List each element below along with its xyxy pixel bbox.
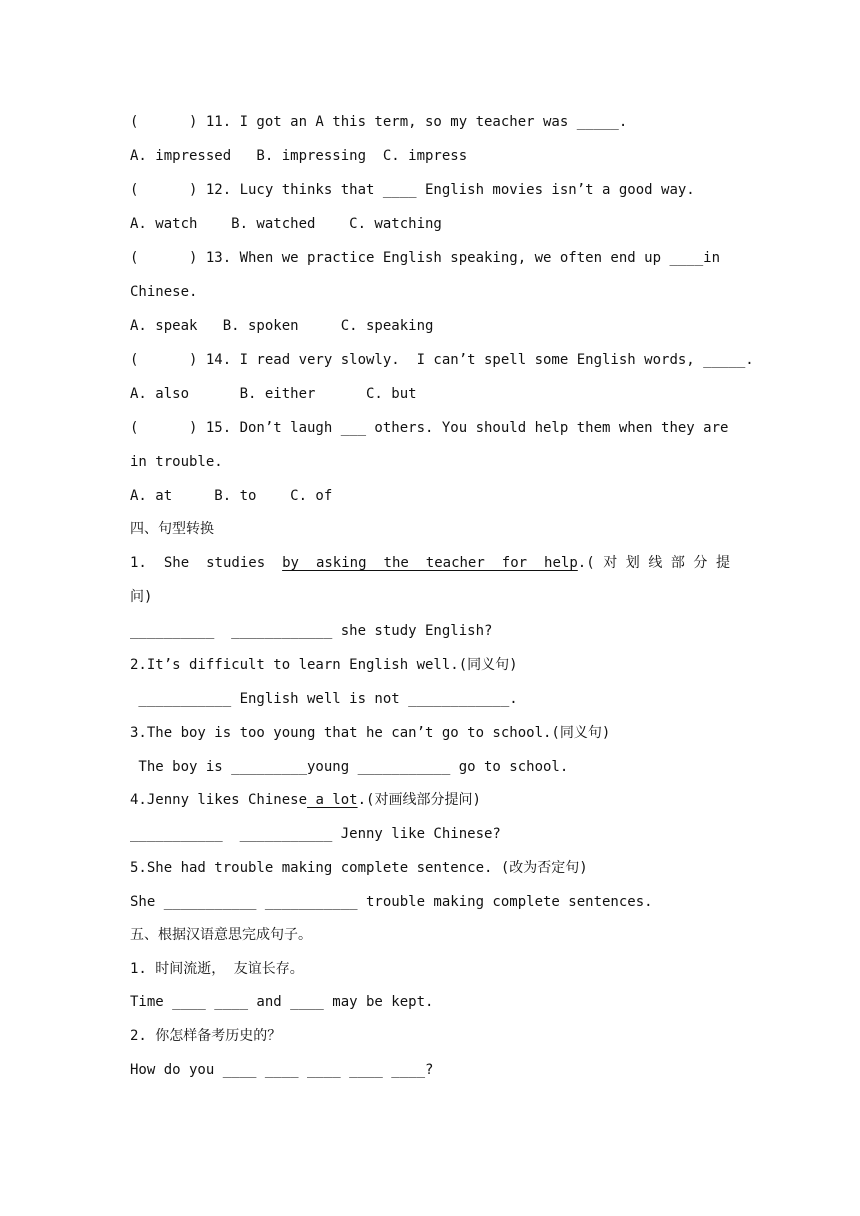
transform-1 xyxy=(130,550,730,576)
question-11-options: A. impressed B. impressing C. impress xyxy=(130,148,468,164)
transform-1-suffix: .(对划线部分提 xyxy=(577,555,730,571)
question-15-continued: in trouble. xyxy=(130,454,223,470)
transform-4-prefix: 4.Jenny likes Chinese xyxy=(130,792,308,808)
question-12: ( ) 12. Lucy thinks that ____ English movies isn’t a good way. xyxy=(130,182,695,198)
transform-1-continued: 问) xyxy=(130,589,153,605)
question-13-options: A. speak B. spoken C. speaking xyxy=(130,318,434,334)
transform-3: 3.The boy is too young that he can’t go to school.(同义句) xyxy=(130,725,611,741)
transform-5: 5.She had trouble making complete sentence. (改为否定句) xyxy=(130,860,588,876)
section-5-heading: 五、根据汉语意思完成句子。 xyxy=(130,927,312,943)
transform-5-answer: She ___________ ___________ trouble making complete sentences. xyxy=(130,894,653,910)
translate-1-answer: Time ____ ____ and ____ may be kept. xyxy=(130,994,434,1010)
transform-3-answer: The boy is _________young ___________ go to school. xyxy=(130,759,569,775)
translate-2-chinese: 2. 你怎样备考历史的？ xyxy=(130,1028,282,1044)
transform-1-answer: __________ ____________ she study English? xyxy=(130,623,493,639)
transform-4-underlined: a lot xyxy=(307,792,358,808)
question-13-continued: Chinese. xyxy=(130,284,198,300)
question-13: ( ) 13. When we practice English speaking, we often end up ____in xyxy=(130,250,721,266)
question-12-options: A. watch B. watched C. watching xyxy=(130,216,442,232)
transform-4-suffix: .(对画线部分提问) xyxy=(357,792,481,808)
question-14-options: A. also B. either C. but xyxy=(130,386,417,402)
transform-1-underlined: by asking the teacher for help xyxy=(282,555,578,571)
transform-1-prefix: 1. She studies xyxy=(130,555,283,571)
question-14: ( ) 14. I read very slowly. I can’t spell some English words, _____. xyxy=(130,352,754,368)
section-4-heading: 四、句型转换 xyxy=(130,521,214,537)
transform-4 xyxy=(130,787,730,813)
question-15-options: A. at B. to C. of xyxy=(130,488,333,504)
question-15: ( ) 15. Don’t laugh ___ others. You should help them when they are xyxy=(130,420,729,436)
question-11: ( ) 11. I got an A this term, so my teacher was _____. xyxy=(130,114,628,130)
transform-2: 2.It’s difficult to learn English well.(同义句) xyxy=(130,657,518,673)
translate-1-chinese: 1. 时间流逝， 友谊长存。 xyxy=(130,961,304,977)
transform-4-answer: ___________ ___________ Jenny like Chinese? xyxy=(130,826,501,842)
translate-2-answer: How do you ____ ____ ____ ____ ____? xyxy=(130,1062,434,1078)
transform-2-answer: ___________ English well is not ____________. xyxy=(130,691,518,707)
